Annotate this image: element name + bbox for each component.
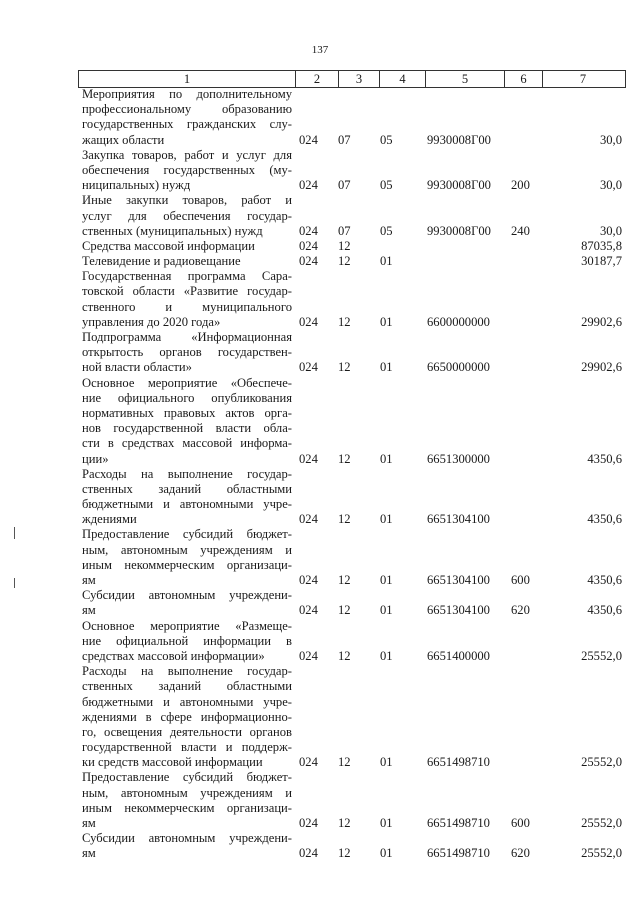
description-line: бюджетными и автономными учре- [82,694,292,709]
description-line: Основное мероприятие «Обеспече- [82,375,292,390]
cell-c4: 01 [380,512,393,527]
description-line: товской области «Развитие государ- [82,284,292,299]
table-row [82,330,622,376]
cell-c4: 01 [380,648,393,663]
cell-c6: 600 [511,573,530,588]
table-row [82,619,622,665]
description-line: открытость органов государствен- [82,345,292,360]
cell-c7: 30,0 [599,223,622,238]
row-description [82,87,292,148]
cell-c7: 4350,6 [587,451,622,466]
row-description [82,193,292,239]
header-col-5: 5 [426,71,505,87]
description-line: Подпрограмма «Информационная [82,330,292,345]
cell-c3: 12 [338,603,351,618]
cell-c2: 024 [299,254,318,269]
description-line: Основное мероприятие «Размеще- [82,618,292,633]
cell-c5: 6651300000 [427,451,490,466]
table-row [82,467,622,528]
description-line: Расходы на выполнение государ- [82,664,292,679]
description-line: ям [82,816,96,831]
table-row [82,148,622,194]
cell-c3: 12 [338,573,351,588]
cell-c2: 024 [299,132,318,147]
description-line: го, освещения деятельности органов [82,724,292,739]
description-line: обеспечения государственных (му- [82,162,292,177]
cell-c5: 6651304100 [427,573,490,588]
cell-c2: 024 [299,603,318,618]
cell-c3: 07 [338,178,351,193]
description-line: Мероприятия по дополнительному [82,87,292,101]
cell-c6: 620 [511,603,530,618]
description-line: ждениями [82,512,137,527]
cell-c3: 12 [338,512,351,527]
table-row [82,239,622,254]
description-line: ниципальных) нужд [82,178,191,193]
description-line: бюджетными и автономными учре- [82,497,292,512]
table-row [82,664,622,770]
description-line: Государственная программа Сара- [82,269,292,284]
description-line: ям [82,573,96,588]
cell-c3: 12 [338,314,351,329]
cell-c6: 240 [511,223,530,238]
description-line: ям [82,603,96,618]
cell-c7: 30,0 [599,132,622,147]
cell-c2: 024 [299,451,318,466]
description-line: ственного и муниципального [82,299,292,314]
cell-c4: 01 [380,360,393,375]
header-col-3: 3 [339,71,380,87]
cell-c2: 024 [299,238,318,253]
description-line: ям [82,846,96,861]
scan-mark [14,578,15,588]
cell-c5: 6651498710 [427,755,490,770]
cell-c7: 25552,0 [581,648,622,663]
description-line: Расходы на выполнение государ- [82,466,292,481]
cell-c5: 6651304100 [427,603,490,618]
header-col-4: 4 [380,71,426,87]
cell-c6: 600 [511,816,530,831]
description-line: ции» [82,451,109,466]
cell-c3: 12 [338,254,351,269]
description-line: ние официального опубликования [82,390,292,405]
cell-c5: 6651498710 [427,846,490,861]
description-line: иным некоммерческим организаци- [82,800,292,815]
description-line: ственных заданий областными [82,481,292,496]
cell-c5: 6651304100 [427,512,490,527]
table-row [82,87,622,148]
cell-c7: 4350,6 [587,573,622,588]
cell-c5: 9930008Г00 [427,132,491,147]
cell-c7: 4350,6 [587,603,622,618]
description-line: ственных (муниципальных) нужд [82,223,263,238]
description-line: ной власти области» [82,360,192,375]
cell-c4: 01 [380,755,393,770]
row-description [82,254,292,269]
description-line: услуг для обеспечения государ- [82,208,292,223]
row-description [82,831,292,861]
header-col-1: 1 [79,71,296,87]
cell-c3: 12 [338,846,351,861]
cell-c3: 07 [338,223,351,238]
cell-c7: 25552,0 [581,816,622,831]
cell-c2: 024 [299,755,318,770]
cell-c2: 024 [299,314,318,329]
table-body [82,87,622,862]
description-line: сти в средствах массовой информа- [82,436,292,451]
row-description [82,467,292,528]
description-line: иным некоммерческим организаци- [82,557,292,572]
table-row [82,193,622,239]
cell-c3: 12 [338,648,351,663]
cell-c4: 05 [380,132,393,147]
cell-c4: 01 [380,451,393,466]
cell-c4: 05 [380,178,393,193]
description-line: нов государственной власти обла- [82,421,292,436]
cell-c3: 12 [338,360,351,375]
description-line: профессиональному образованию [82,102,292,117]
row-description [82,148,292,194]
page-number: 137 [311,44,329,56]
cell-c4: 01 [380,846,393,861]
cell-c7: 29902,6 [581,360,622,375]
cell-c5: 6651400000 [427,648,490,663]
header-col-7: 7 [579,72,587,86]
description-line: ственных заданий областными [82,679,292,694]
cell-c4: 01 [380,603,393,618]
description-line: Субсидии автономным учреждени- [82,831,292,846]
description-line: Закупка товаров, работ и услуг для [82,147,292,162]
table-row [82,588,622,618]
cell-c7: 30187,7 [581,254,622,269]
description-line: государственных гражданских слу- [82,117,292,132]
cell-c5: 6600000000 [427,314,490,329]
description-line: жащих области [82,132,165,147]
description-line: ным, автономным учреждениям и [82,785,292,800]
cell-c6: 620 [511,846,530,861]
cell-c4: 01 [380,816,393,831]
cell-c3: 12 [338,816,351,831]
description-line: Иные закупки товаров, работ и [82,193,292,208]
description-line: ным, автономным учреждениям и [82,542,292,557]
table-row [82,376,622,467]
table-row [82,254,622,269]
cell-c7: 25552,0 [581,846,622,861]
scan-mark [14,527,15,539]
cell-c5: 6650000000 [427,360,490,375]
description-line: Субсидии автономным учреждени- [82,588,292,603]
description-line: государственной власти и поддерж- [82,740,292,755]
cell-c2: 024 [299,512,318,527]
cell-c2: 024 [299,816,318,831]
cell-c3: 12 [338,755,351,770]
row-description [82,330,292,376]
description-line: ние официальной информации в [82,633,292,648]
cell-c4: 01 [380,314,393,329]
cell-c4: 05 [380,223,393,238]
row-description [82,527,292,588]
cell-c5: 9930008Г00 [427,223,491,238]
row-description [82,619,292,665]
cell-c7: 4350,6 [587,512,622,527]
header-col-6: 6 [505,71,543,87]
description-line: ки средств массовой информации [82,755,263,770]
row-description [82,588,292,618]
cell-c7: 87035,8 [581,238,622,253]
description-line: средствах массовой информации» [82,648,265,663]
cell-c7: 29902,6 [581,314,622,329]
cell-c5: 6651498710 [427,816,490,831]
description-line: ждениями в сфере информационно- [82,709,292,724]
cell-c4: 01 [380,254,393,269]
row-description [82,770,292,831]
cell-c2: 024 [299,360,318,375]
table-row [82,831,622,861]
cell-c7: 25552,0 [581,755,622,770]
header-col-2: 2 [296,71,339,87]
row-description [82,239,292,254]
description-line: Телевидение и радиовещание [82,254,241,269]
cell-c3: 07 [338,132,351,147]
table-row [82,770,622,831]
cell-c5: 9930008Г00 [427,178,491,193]
cell-c3: 12 [338,238,351,253]
description-line: Предоставление субсидий бюджет- [82,770,292,785]
row-description [82,664,292,770]
cell-c2: 024 [299,846,318,861]
cell-c4: 01 [380,573,393,588]
description-line: Предоставление субсидий бюджет- [82,527,292,542]
table-row [82,269,622,330]
table-row [82,527,622,588]
cell-c3: 12 [338,451,351,466]
cell-c7: 30,0 [599,178,622,193]
description-line: управления до 2020 года» [82,314,221,329]
description-line: нормативных правовых актов орга- [82,405,292,420]
cell-c6: 200 [511,178,530,193]
description-line: Средства массовой информации [82,238,255,253]
cell-c2: 024 [299,178,318,193]
row-description [82,269,292,330]
cell-c2: 024 [299,648,318,663]
table-header [78,70,626,88]
cell-c2: 024 [299,223,318,238]
cell-c2: 024 [299,573,318,588]
row-description [82,376,292,467]
